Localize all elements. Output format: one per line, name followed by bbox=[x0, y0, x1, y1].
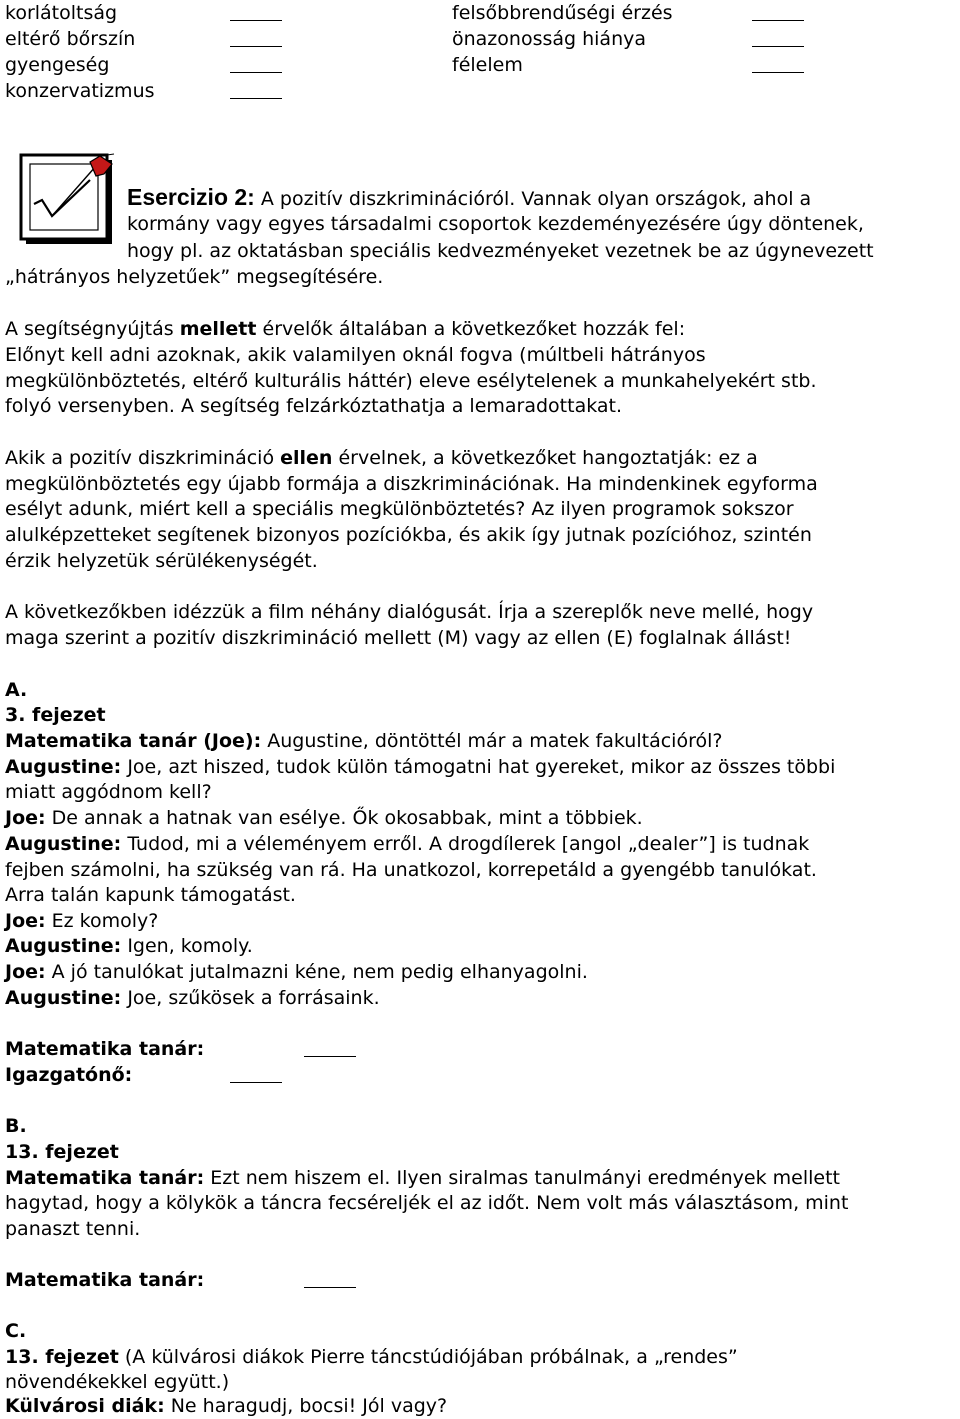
dialogue-line: Külvárosi diák: Ne haragudj, bocsi! Jól vagy? bbox=[5, 1395, 448, 1417]
dialogue-line: Arra talán kapunk támogatást. bbox=[5, 884, 296, 906]
answer-label-principal: Igazgatónő: bbox=[5, 1064, 133, 1086]
answer-blank[interactable] bbox=[752, 26, 804, 47]
dialogue-line: Augustine: Tudod, mi a véleményem erről. A drogdílerek [angol „dealer”] is tudnak bbox=[5, 833, 810, 855]
answer-blank[interactable] bbox=[304, 1267, 356, 1288]
section-c-note: növendékekkel együtt.) bbox=[5, 1371, 230, 1393]
dialogue-line: Augustine: Joe, azt hiszed, tudok külön támogatni hat gyereket, mikor az összes többi bbox=[5, 756, 836, 778]
dialogue-line: Joe: A jó tanulókat jutalmazni kéne, nem pedig elhanyagolni. bbox=[5, 961, 588, 983]
dialogue-line: miatt aggódnom kell? bbox=[5, 781, 212, 803]
answer-label-teacher: Matematika tanár: bbox=[5, 1269, 205, 1291]
dialogue-line: Matematika tanár (Joe): Augustine, döntöttél már a matek fakultációról? bbox=[5, 730, 723, 752]
para2-line-1: Akik a pozitív diszkrimináció ellen érvelnek, a következőket hangoztatják: ez a bbox=[5, 447, 758, 469]
word-left-2: eltérő bőrszín bbox=[5, 28, 136, 50]
para1-line-2: Előnyt kell adni azoknak, akik valamilyen oknál fogva (múltbeli hátrányos bbox=[5, 344, 706, 366]
answer-blank[interactable] bbox=[752, 52, 804, 73]
exercise-line-1: Esercizio 2: A pozitív diszkriminációról. Vannak olyan országok, ahol a bbox=[127, 184, 812, 210]
word-right-1: felsőbbrendűségi érzés bbox=[452, 2, 673, 24]
section-c-chapter: 13. fejezet (A külvárosi diákok Pierre táncstúdiójában próbálnak, a „rendes” bbox=[5, 1346, 738, 1368]
section-a-chapter: 3. fejezet bbox=[5, 704, 106, 726]
answer-blank[interactable] bbox=[304, 1036, 356, 1057]
answer-blank[interactable] bbox=[230, 26, 282, 47]
dialogue-line: hagytad, hogy a kölykök a táncra fecséreljék el az időt. Nem volt más választásom, mint bbox=[5, 1192, 849, 1214]
para2-line-5: érzik helyzetük sérülékenységét. bbox=[5, 550, 318, 572]
answer-blank[interactable] bbox=[230, 0, 282, 21]
word-right-3: félelem bbox=[452, 54, 523, 76]
answer-blank[interactable] bbox=[230, 78, 282, 99]
dialogue-line: fejben számolni, ha szükség van rá. Ha unatkozol, korrepetáld a gyengébb tanulókat. bbox=[5, 859, 817, 881]
para2-line-2: megkülönböztetés egy újabb formája a diszkriminációnak. Ha mindenkinek egyforma bbox=[5, 473, 818, 495]
answer-blank[interactable] bbox=[230, 52, 282, 73]
dialogue-line: Matematika tanár: Ezt nem hiszem el. Ilyen siralmas tanulmányi eredmények mellett bbox=[5, 1167, 840, 1189]
dialogue-line: Joe: Ez komoly? bbox=[5, 910, 159, 932]
checkmark-pen-icon bbox=[18, 152, 118, 248]
section-a-letter: A. bbox=[5, 679, 28, 701]
answer-label-teacher: Matematika tanár: bbox=[5, 1038, 205, 1060]
dialogue-line: Joe: De annak a hatnak van esélye. Ők okosabbak, mint a többiek. bbox=[5, 807, 643, 829]
para1-line-1: A segítségnyújtás mellett érvelők általában a következőket hozzák fel: bbox=[5, 318, 686, 340]
exercise-line-2: kormány vagy egyes társadalmi csoportok kezdeményezésére úgy döntenek, bbox=[127, 213, 864, 235]
para2-line-4: alulképzetteket segítenek bizonyos pozíciókba, és akik így jutnak pozícióhoz, szintén bbox=[5, 524, 812, 546]
section-c-letter: C. bbox=[5, 1320, 27, 1342]
para1-line-4: folyó versenyben. A segítség felzárkóztathatja a lemaradottakat. bbox=[5, 395, 623, 417]
word-left-4: konzervatizmus bbox=[5, 80, 155, 102]
answer-blank[interactable] bbox=[752, 0, 804, 21]
exercise-label: Esercizio 2: bbox=[127, 184, 255, 210]
dialogue-line: Augustine: Joe, szűkösek a forrásaink. bbox=[5, 987, 380, 1009]
word-left-1: korlátoltság bbox=[5, 2, 118, 24]
word-right-2: önazonosság hiánya bbox=[452, 28, 647, 50]
exercise-line-3: hogy pl. az oktatásban speciális kedvezményeket vezetnek be az úgynevezett bbox=[127, 240, 874, 262]
para3-line-2: maga szerint a pozitív diszkrimináció mellett (M) vagy az ellen (E) foglalnak állást! bbox=[5, 627, 792, 649]
para1-line-3: megkülönböztetés, eltérő kulturális háttér) eleve esélytelenek a munkahelyekért stb. bbox=[5, 370, 817, 392]
dialogue-line: Augustine: Igen, komoly. bbox=[5, 935, 253, 957]
answer-blank[interactable] bbox=[230, 1062, 282, 1083]
exercise-line-4: „hátrányos helyzetűek” megsegítésére. bbox=[5, 266, 384, 288]
para3-line-1: A következőkben idézzük a film néhány dialógusát. Írja a szereplők neve mellé, hogy bbox=[5, 601, 814, 623]
word-left-3: gyengeség bbox=[5, 54, 110, 76]
section-b-chapter: 13. fejezet bbox=[5, 1141, 119, 1163]
dialogue-line: panaszt tenni. bbox=[5, 1218, 141, 1240]
section-b-letter: B. bbox=[5, 1115, 27, 1137]
para2-line-3: esélyt adunk, miért kell a speciális megkülönböztetés? Az ilyen programok sokszor bbox=[5, 498, 794, 520]
